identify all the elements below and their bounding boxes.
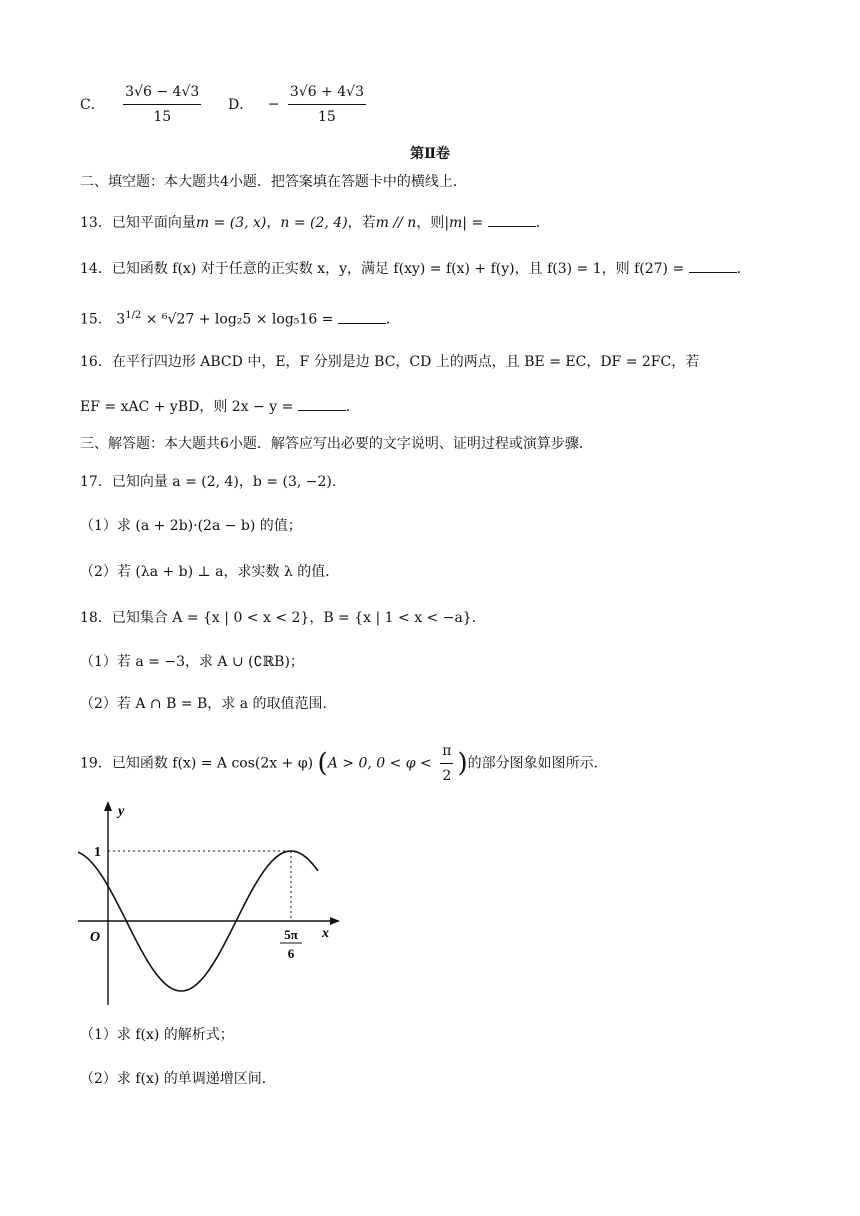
q13-text-b: ，若 (347, 215, 376, 231)
q13-m-vector: m = (3, x) (195, 215, 267, 231)
q19-left-paren: ( (317, 748, 328, 779)
q14-end: ． (736, 261, 751, 277)
q15-end: ． (385, 311, 400, 328)
question-16-line-1 (80, 352, 699, 372)
q19-number: 19． (80, 755, 112, 772)
option-d-denominator: 15 (318, 109, 336, 125)
q19-stem-b: 的部分图象如图所示． (467, 755, 608, 772)
option-d-label: D． (228, 96, 254, 113)
part3-heading: 三、解答题：本大题共6小题．解答应写出必要的文字说明、证明过程或演算步骤． (80, 436, 593, 452)
x-axis-arrow (330, 917, 340, 925)
cosine-graph-figure (78, 795, 348, 1010)
tick-label-numerator: 5π (284, 927, 298, 942)
section-title: 第Ⅱ卷 (410, 146, 450, 162)
q17-stem: 已知向量 a = (2, 4)，b = (3, −2)． (111, 474, 346, 490)
q19-stem-a: 已知函数 f(x) = A cos(2x + φ) (111, 755, 314, 772)
q18-number: 18． (80, 610, 112, 626)
q15-answer-blank[interactable] (338, 309, 386, 324)
tick-label-denominator: 6 (287, 946, 295, 961)
q19-part-1: （1）求 f(x) 的解析式； (80, 1027, 234, 1043)
q16-number: 16． (80, 354, 112, 370)
origin-label: O (90, 930, 101, 945)
option-d-fraction (288, 82, 366, 127)
q17-part-1: （1）求 (a + 2b)·(2a − b) 的值； (80, 518, 302, 534)
q19-part-2: （2）求 f(x) 的单调递增区间． (80, 1071, 276, 1087)
q19-fraction-num: π (440, 741, 453, 764)
q16-answer-blank[interactable] (298, 396, 346, 411)
q19-fraction-den: 2 (442, 768, 452, 784)
q17-number: 17． (80, 474, 112, 490)
q13-answer-blank[interactable] (488, 212, 536, 227)
question-17 (80, 472, 346, 492)
option-d-numerator: 3√6 + 4√3 (288, 82, 366, 105)
q18-stem: 已知集合 A = {x | 0 < x < 2}，B = {x | 1 < x < −a}． (111, 610, 486, 626)
q17-part-2: （2）若 (λa + b) ⊥ a，求实数 λ 的值． (80, 564, 340, 580)
q14-number: 14． (80, 261, 112, 277)
question-14 (80, 258, 751, 279)
q19-fraction (440, 741, 453, 786)
option-c (80, 82, 205, 127)
q13-end: ． (535, 215, 550, 231)
q16-line1: 在平行四边形 ABCD 中，E，F 分别是边 BC，CD 上的两点，且 BE = EC，DF = 2FC，若 (111, 354, 700, 370)
q14-answer-blank[interactable] (689, 258, 737, 273)
q18-part-2: （2）若 A ∩ B = B，求 a 的取值范围． (80, 696, 337, 712)
question-19 (80, 741, 608, 786)
q14-text: 已知函数 f(x) 对于任意的正实数 x，y，满足 f(xy) = f(x) + f(y)，且 f(3) = 1，则 f(27) = (111, 261, 685, 277)
y-axis-arrow (104, 801, 112, 811)
option-d-sign: − (267, 96, 280, 113)
q13-ask: |m| = (444, 215, 484, 231)
question-18 (80, 608, 486, 628)
q13-sep: ， (266, 215, 281, 231)
q13-text-a: 已知平面向量 (111, 215, 196, 231)
part2-heading: 二、填空题：本大题共4小题．把答案填在答题卡中的横线上． (80, 174, 467, 190)
q13-text-c: ，则 (416, 215, 445, 231)
q15-exponent: 1/2 (125, 310, 142, 321)
q19-right-paren: ) (457, 748, 468, 779)
max-value-label: 1 (94, 845, 101, 860)
q19-condition: A > 0, 0 < φ < (327, 755, 432, 772)
question-15 (80, 306, 400, 330)
option-c-fraction (123, 82, 201, 127)
q16-end: ． (345, 399, 360, 415)
q13-number: 13． (80, 215, 112, 231)
q16-line2: EF = xAC + yBD，则 2x − y = (80, 399, 294, 415)
option-c-label: C． (80, 96, 105, 113)
question-16-line-2 (80, 396, 360, 417)
x-axis-label: x (322, 926, 329, 941)
q18-part-1: （1）若 a = −3，求 A ∪ (∁ℝB)； (80, 654, 304, 670)
question-13 (80, 212, 550, 233)
q15-base: 3 (116, 311, 126, 328)
option-d (228, 82, 370, 127)
option-c-denominator: 15 (153, 109, 172, 125)
q13-n-vector: n = (2, 4) (280, 215, 348, 231)
q15-number: 15． (80, 311, 112, 328)
y-axis-label: y (118, 804, 125, 819)
q15-expression: × ⁶√27 + log₂5 × log₅16 = (145, 311, 334, 328)
q13-condition: m // n (375, 215, 417, 231)
option-c-numerator: 3√6 − 4√3 (123, 82, 201, 105)
